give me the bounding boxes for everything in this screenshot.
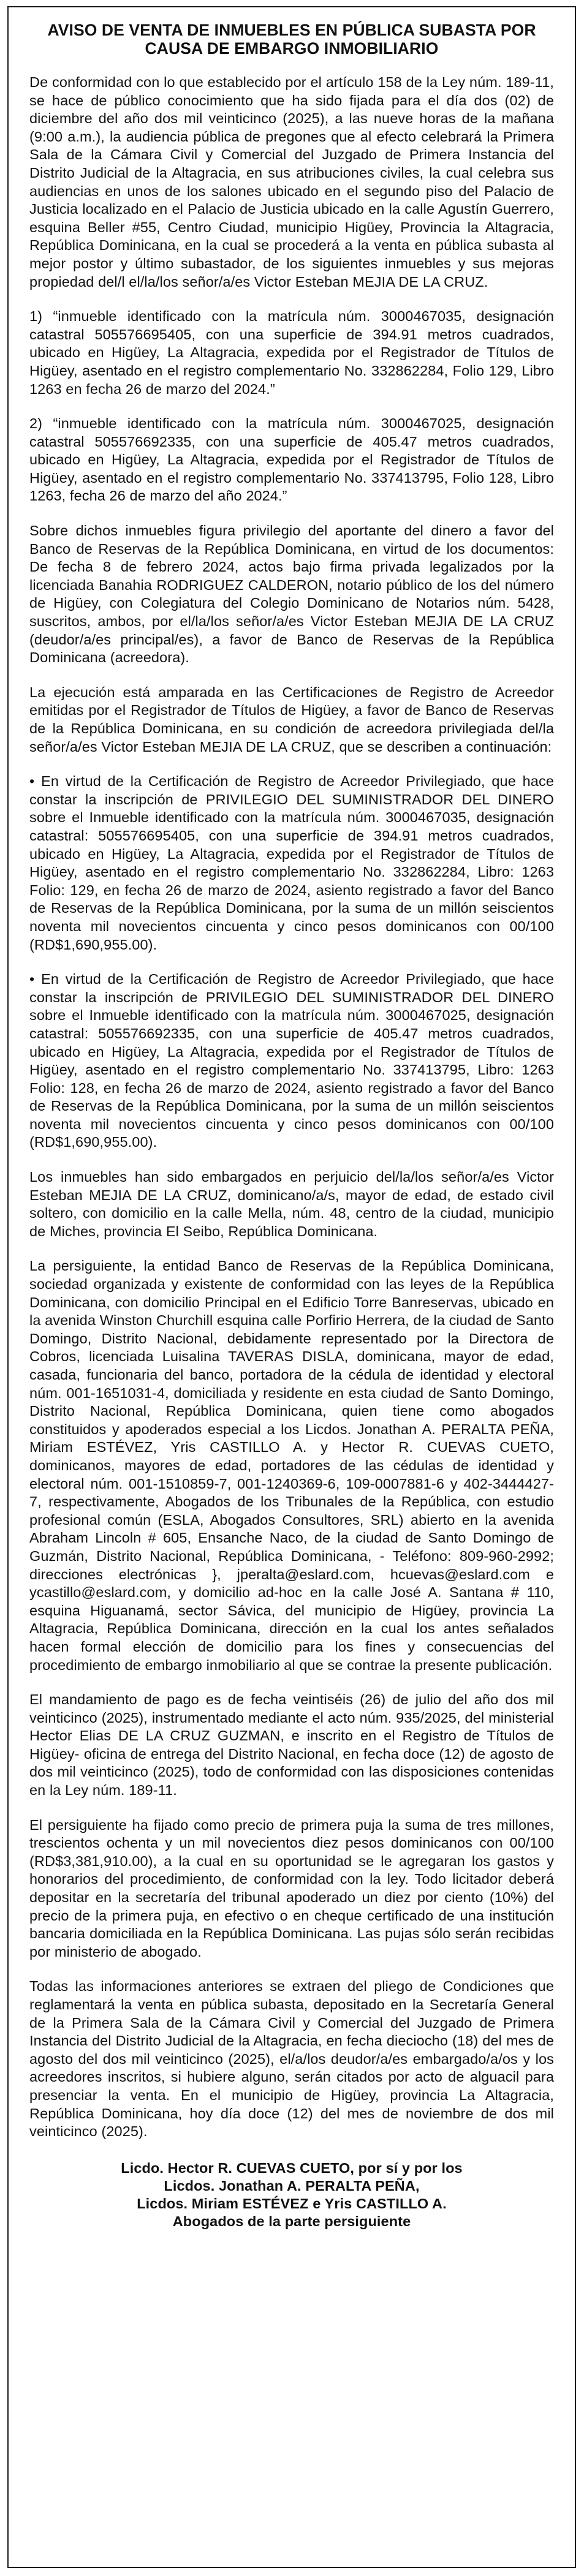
paragraph-property-1: 1) “inmueble identificado con la matrícula núm. 3000467035, designación catastral 505576695405, con una superficie de 394.91 metros cuadrados, ubicado en Higüey, La Altagracia, expedida por el Registrador de Títulos de Higüey, asentado en el registro complementario No. 332862284, Folio 129, Libro 1263 en fecha 26 de marzo del 2024.” — [29, 308, 554, 397]
signature-block — [29, 2159, 554, 2230]
paragraph-auction-announcement: De conformidad con lo que establecido por el artículo 158 de la Ley núm. 189-11, se hace de público conocimiento que ha sido fijada para el día dos (02) de diciembre del año dos mil veinticinco (2025), a las nueve horas de la mañana (9:00 a.m.), la audiencia pública de pregones que al efecto celebrará la Primera Sala de la Cámara Civil y Comercial del Juzgado de Primera Instancia del Distrito Judicial de la Altagracia, en sus atribuciones civiles, la cual celebra sus audiencias en unos de los salones ubicado en el segundo piso del Palacio de Justicia localizado en el Palacio de Justicia ubicado en la calle Agustín Guerrero, esquina Beller #55, Centro Ciudad, municipio Higüey, Provincia la Altagracia, República Dominicana, en la cual se procederá a la venta en pública subasta al mejor postor y último subastador, de los siguientes inmuebles y sus mejoras propiedad del/l el/la/los señor/a/es Victor Esteban MEJIA DE LA CRUZ. — [29, 74, 554, 290]
notice-title-line-1: AVISO DE VENTA DE INMUEBLES EN PÚBLICA SUBASTA POR — [47, 21, 536, 39]
signature-line-2: Licdos. Jonathan A. PERALTA PEÑA, — [164, 2177, 420, 2194]
legal-notice — [7, 6, 576, 2568]
signature-line-3: Licdos. Miriam ESTÉVEZ e Yris CASTILLO A. — [137, 2195, 447, 2212]
paragraph-first-bid-price: El persiguiente ha fijado como precio de primera puja la suma de tres millones, trescientos ochenta y un mil novecientos diez pesos dominicanos con 00/100 (RD$3,381,910.00), a la cual en su oportunidad se le agregaran los gastos y honorarios del procedimiento, de conformidad con la ley. Todo licitador deberá depositar en la secretaría del tribunal apoderado un diez por ciento (10%) del precio de la primera puja, en efectivo o en cheque certificado de una institución bancaria domiciliada en la República Dominicana. Las pujas sólo serán recibidas por ministerio de abogado. — [29, 1816, 554, 1960]
signature-line-1: Licdo. Hector R. CUEVAS CUETO, por sí y por los — [121, 2159, 463, 2176]
notice-title — [29, 21, 554, 58]
paragraph-execution-basis: La ejecución está amparada en las Certificaciones de Registro de Acreedor emitidas por el Registrador de Títulos de Higüey, a favor de Banco de Reservas de la República Dominicana, en su condición de acreedora privilegiada del/la señor/a/es Victor Esteban MEJIA DE LA CRUZ, que se describen a continuación: — [29, 684, 554, 755]
paragraph-payment-order: El mandamiento de pago es de fecha veintiséis (26) de julio del año dos mil veinticinco (2025), instrumentado mediante el acto núm. 935/2025, del ministerial Hector Elias DE LA CRUZ GUZMAN, e inscrito en el Registro de Títulos de Higüey- oficina de entrega del Distrito Nacional, en fecha doce (12) de agosto de dos mil veinticinco (2025), todo de conformidad con las disposiciones contenidas en la Ley núm. 189-11. — [29, 1691, 554, 1799]
paragraph-certification-1: • En virtud de la Certificación de Registro de Acreedor Privilegiado, que hace constar la inscripción de PRIVILEGIO DEL SUMINISTRADOR DEL DINERO sobre el Inmueble identificado con la matrícula núm. 3000467035, designación catastral: 505576695405, con una superficie de 394.91 metros cuadrados, ubicado en Higüey, La Altagracia, expedida por el Registrador de Títulos de Higüey, asentado en el registro complementario No. 332862284, Libro: 1263 Folio: 129, en fecha 26 de marzo de 2024, asiento registrado a favor del Banco de Reservas de la República Dominicana, por la suma de un millón seiscientos noventa mil novecientos cincuenta y cinco pesos dominicanos con 00/100 (RD$1,690,955.00). — [29, 773, 554, 953]
paragraph-debtor: Los inmuebles han sido embargados en perjuicio del/la/los señor/a/es Victor Esteban MEJIA DE LA CRUZ, dominicano/a/s, mayor de edad, de estado civil soltero, con domicilio en la calle Mella, núm. 48, centro de la ciudad, municipio de Miches, provincia El Seibo, República Dominicana. — [29, 1169, 554, 1239]
paragraph-certification-2: • En virtud de la Certificación de Registro de Acreedor Privilegiado, que hace constar la inscripción de PRIVILEGIO DEL SUMINISTRADOR DEL DINERO sobre el Inmueble identificado con la matrícula núm. 3000467025, designación catastral: 505576692335, con una superficie de 405.47 metros cuadrados, ubicado en Higüey, La Altagracia, expedida por el Registrador de Títulos de Higüey, asentado en el registro complementario No. 337413795, Libro: 1263 Folio: 128, en fecha 26 de marzo de 2024, asiento registrado a favor del Banco de Reservas de la República Dominicana, por la suma de un millón seiscientos noventa mil novecientos cincuenta y cinco pesos dominicanos con 00/100 (RD$1,690,955.00). — [29, 971, 554, 1150]
paragraph-creditor: La persiguiente, la entidad Banco de Reservas de la República Dominicana, sociedad organizada y existente de conformidad con las leyes de la República Dominicana, con domicilio Principal en el Edificio Torre Banreservas, ubicado en la avenida Winston Churchill esquina calle Porfirio Herrera, de la ciudad de Santo Domingo, Distrito Nacional, debidamente representado por la Directora de Cobros, licenciada Luisalina TAVERAS DISLA, dominicana, mayor de edad, casada, funcionaria del banco, portadora de la cédula de identidad y electoral núm. 001-1651031-4, domiciliada y residente en esta ciudad de Santo Domingo, Distrito Nacional, República Dominicana, quien tiene como abogados constituidos y apoderados especial a los Licdos. Jonathan A. PERALTA PEÑA, Miriam ESTÉVEZ, Yris CASTILLO A. y Hector R. CUEVAS CUETO, dominicanos, mayores de edad, portadores de las cédulas de identidad y electoral núm. 001-1510859-7, 001-1240369-6, 109-0007881-6 y 402-3444427-7, respectivamente, Abogados de los Tribunales de la República, con estudio profesional común (ESLA, Abogados Consultores, SRL) abierto en la avenida Abraham Lincoln # 605, Ensanche Naco, de la ciudad de Santo Domingo de Guzmán, Distrito Nacional, República Dominicana, - Teléfono: 809-960-2992; direcciones electrónicas }, jperalta@eslard.com, hcuevas@eslard.com e ycastillo@eslard.com, y domicilio ad-hoc en la calle José A. Santana # 110, esquina Higuanamá, sector Sávica, del municipio de Higüey, provincia La Altagracia, República Dominicana, dirección en la cual los antes señalados hacen formal elección de domicilio para los fines y consecuencias del procedimiento de embargo inmobiliario al que se contrae la presente publicación. — [29, 1258, 554, 1673]
paragraph-conditions: Todas las informaciones anteriores se extraen del pliego de Condiciones que reglamentará la venta en pública subasta, depositado en la Secretaría General de la Primera Sala de la Cámara Civil y Comercial del Juzgado de Primera Instancia del Distrito Judicial de la Altagracia, en fecha dieciocho (18) del mes de agosto del dos mil veinticinco (2025), el/a/los deudor/a/es embargado/a/os y los acreedores inscritos, si hubiere alguno, serán citados por acto de alguacil para presenciar la venta. En el municipio de Higüey, provincia La Altagracia, República Dominicana, hoy día doce (12) del mes de noviembre de dos mil veinticinco (2025). — [29, 1978, 554, 2140]
signature-line-4: Abogados de la parte persiguiente — [172, 2213, 411, 2229]
notice-title-line-2: CAUSA DE EMBARGO INMOBILIARIO — [145, 39, 439, 58]
paragraph-property-2: 2) “inmueble identificado con la matrícula núm. 3000467025, designación catastral 505576692335, con una superficie de 405.47 metros cuadrados, ubicado en Higüey, La Altagracia, expedida por el Registrador de Títulos de Higüey, asentado en el registro complementario No. 337413795, Folio 128, Libro 1263, fecha 26 de marzo del año 2024.” — [29, 415, 554, 504]
paragraph-privilege: Sobre dichos inmuebles figura privilegio del aportante del dinero a favor del Banco de Reservas de la República Dominicana, en virtud de los documentos: De fecha 8 de febrero 2024, actos bajo firma privada legalizados por la licenciada Banahia RODRIGUEZ CALDERON, notario público de los del número de Higüey, con Colegiatura del Colegio Dominicano de Notarios núm. 5428, suscritos, ambos, por el/la/los señor/a/es Victor Esteban MEJIA DE LA CRUZ (deudor/a/es principal/es), a favor de Banco de Reservas de la República Dominicana (acreedora). — [29, 523, 554, 666]
